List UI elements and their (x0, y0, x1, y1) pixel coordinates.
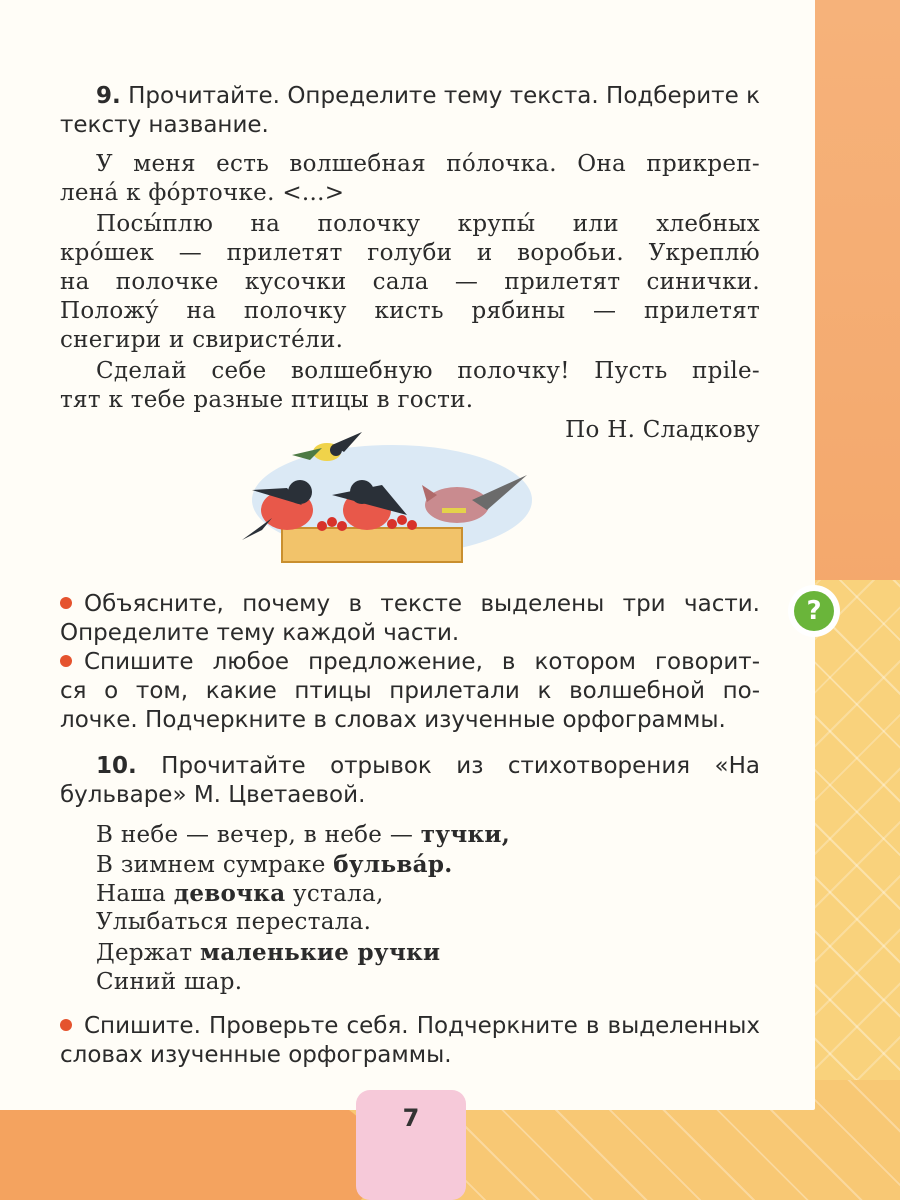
bullet-dot-icon (60, 597, 72, 609)
task10-text-1: Прочитайте отрывок из стихотворения «На (161, 753, 760, 779)
task9-text-1: Прочитайте. Определите тему текста. Подберите к (128, 83, 760, 109)
poem-line: Держат маленькие ручки (96, 939, 441, 966)
bullet-text: лочке. Подчеркните в словах изученные орфограммы. (60, 707, 726, 733)
poem-line: Синий шар. (96, 969, 243, 995)
bullet-text: Определите тему каждой части. (60, 620, 460, 646)
story-line: Сделай себе волшебную полочку! Пусть прile- (96, 358, 760, 384)
birds-feeder-illustration (232, 430, 542, 570)
task9-line2: тексту название. (60, 112, 269, 138)
poem-line: Улыбаться перестала. (96, 909, 372, 935)
story-line: тят к тебе разные птицы в гости. (60, 387, 474, 413)
poem-line: Наша девочка устала, (96, 880, 384, 907)
bullet-dot-icon (60, 1019, 72, 1031)
page-number: 7 (356, 1090, 466, 1200)
bullet-text: Спишите любое предложение, в котором говорит- (84, 649, 760, 675)
poem-line: В зимнем сумраке бульва́р. (96, 851, 453, 878)
task10-line1 (60, 752, 760, 781)
bullet-dot-icon (60, 655, 72, 667)
story-line: У меня есть волшебная по́лочка. Она прикреп- (96, 151, 760, 177)
story-line: Положу́ на полочку кисть рябины — прилетят (60, 298, 760, 324)
task10-number: 10. (96, 753, 137, 779)
story-line: на полочке кусочки сала — прилетят синички. (60, 269, 760, 295)
story-line: Посы́плю на полочку крупы́ или хлебных (96, 211, 760, 237)
bullet-text: словах изученные орфограммы. (60, 1042, 452, 1068)
story-line: лена́ к фо́рточке. <...> (60, 180, 345, 206)
task9-number: 9. (96, 83, 121, 109)
bullet-text: Объясните, почему в тексте выделены три части. (84, 591, 760, 617)
task9-line1 (60, 82, 760, 111)
story-line: снегири и свиристе́ли. (60, 327, 344, 353)
story-line: кро́шек — прилетят голуби и воробьи. Укреплю́ (60, 240, 760, 266)
task10-line2: бульваре» М. Цветаевой. (60, 782, 366, 808)
story-author: По Н. Сладкову (565, 417, 760, 443)
bullet-text: Спишите. Проверьте себя. Подчеркните в выделенных (84, 1013, 760, 1039)
poem-line: В небе — вечер, в небе — тучки, (96, 821, 511, 848)
bullet-text: ся о том, какие птицы прилетали к волшебной по- (60, 678, 760, 704)
question-icon: ? (788, 585, 840, 637)
